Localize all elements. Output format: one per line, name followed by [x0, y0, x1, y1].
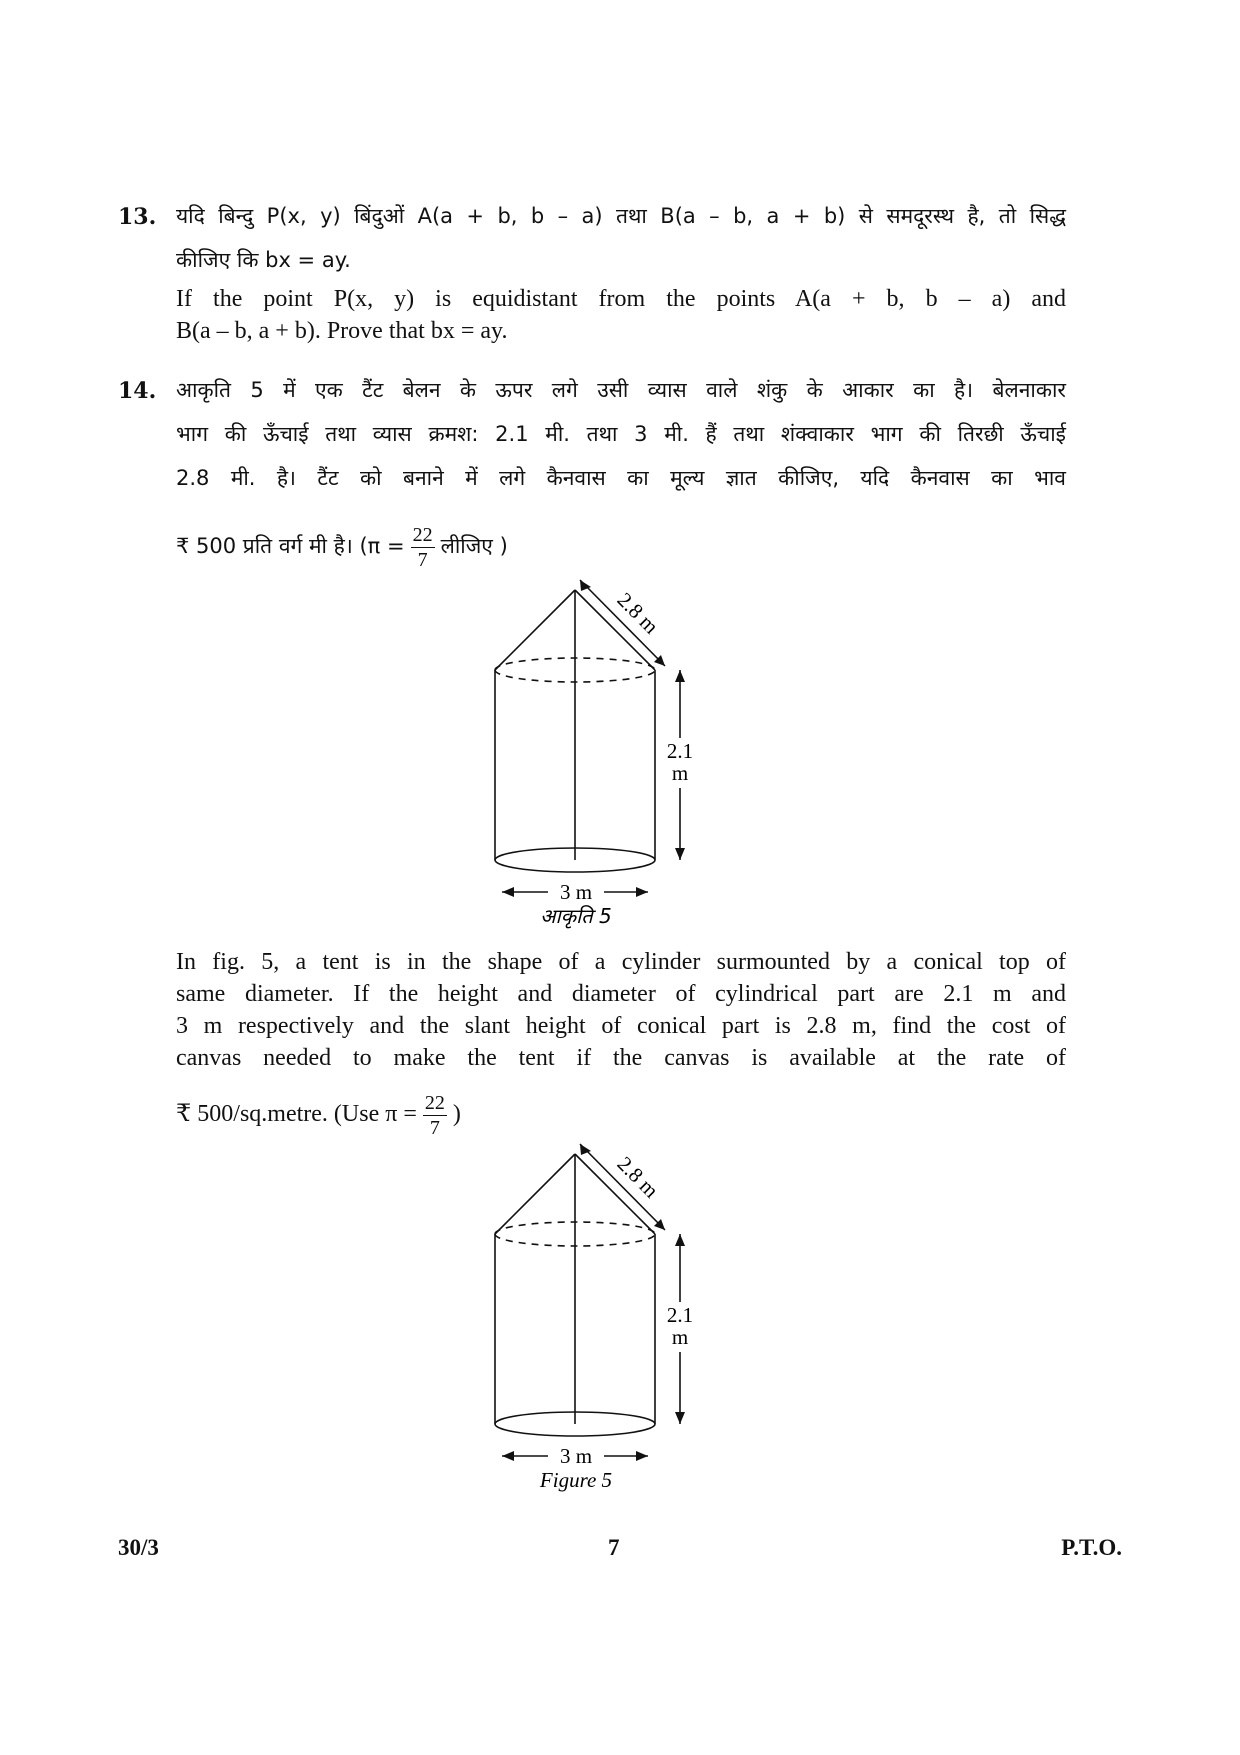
- q13-english-line-1: If the point P(x, y) is equidistant from the points A(a + b, b – a) and: [176, 286, 1066, 312]
- diameter-label: 3 m: [559, 1444, 593, 1468]
- page-number: 7: [608, 1535, 620, 1560]
- tent-figure-hindi: [480, 570, 720, 930]
- paper-code: 30/3: [118, 1535, 159, 1560]
- figure-caption-english: Figure 5: [539, 1468, 613, 1492]
- question-number-14: 14.: [118, 378, 157, 404]
- pi-fraction: [411, 525, 435, 570]
- fraction-denominator: 7: [417, 548, 428, 571]
- q14-hindi-line-3: 2.8 मी. है। टैंट को बनाने में लगे कैनवास का मूल्य ज्ञात कीजिए, यदि कैनवास का भाव: [176, 466, 1066, 490]
- fraction-numerator: 22: [424, 1091, 445, 1114]
- height-unit-label: m: [671, 761, 689, 785]
- q14-english-line-3: 3 m respectively and the slant height of conical part is 2.8 m, find the cost of: [176, 1013, 1066, 1039]
- slant-height-label: 2.8 m: [612, 587, 664, 639]
- q14-english-line-2: same diameter. If the height and diameter of cylindrical part are 2.1 m and: [176, 981, 1066, 1007]
- q14-hindi-line-1: आकृति 5 में एक टैंट बेलन के ऊपर लगे उसी व्यास वाले शंकु के आकार का है। बेलनाकार: [176, 378, 1066, 402]
- q14-english-close-paren: ): [452, 1101, 461, 1127]
- height-unit-label: m: [671, 1325, 689, 1349]
- q14-english-line-4: canvas needed to make the tent if the canvas is available at the rate of: [176, 1045, 1066, 1071]
- please-turn-over: P.T.O.: [1061, 1535, 1122, 1560]
- q14-english-line-1: In fig. 5, a tent is in the shape of a cylinder surmounted by a conical top of: [176, 949, 1066, 975]
- pi-fraction-english: [423, 1093, 447, 1138]
- q14-hindi-rate-text: ₹ 500 प्रति वर्ग मी है। (π =: [176, 534, 405, 558]
- q14-hindi-line-2: भाग की ऊँचाई तथा व्यास क्रमश: 2.1 मी. तथा 3 मी. हैं तथा शंक्वाकार भाग की तिरछी ऊँचाई: [176, 422, 1066, 446]
- fraction-denominator: 7: [429, 1116, 440, 1139]
- q14-english-rate-text: ₹ 500/sq.metre. (Use π =: [176, 1101, 417, 1127]
- q13-hindi-line-2: कीजिए कि bx = ay.: [176, 248, 351, 272]
- slant-height-label: 2.8 m: [612, 1151, 664, 1203]
- q14-hindi-line-4: [176, 518, 1066, 574]
- fraction-numerator: 22: [412, 523, 433, 546]
- question-number-13: 13.: [118, 204, 157, 230]
- height-label: 2.1: [666, 1303, 694, 1327]
- tent-figure-english: [480, 1134, 720, 1494]
- q13-english-line-2: B(a – b, a + b). Prove that bx = ay.: [176, 318, 508, 344]
- figure-caption-hindi: आकृति 5: [540, 904, 612, 928]
- q13-hindi-line-1: यदि बिन्दु P(x, y) बिंदुओं A(a + b, b – a) तथा B(a – b, a + b) से समदूरस्थ है, तो सिद्ध: [176, 204, 1066, 228]
- height-label: 2.1: [666, 739, 694, 763]
- diameter-label: 3 m: [559, 880, 593, 904]
- q14-hindi-take-text: लीजिए ): [440, 534, 508, 558]
